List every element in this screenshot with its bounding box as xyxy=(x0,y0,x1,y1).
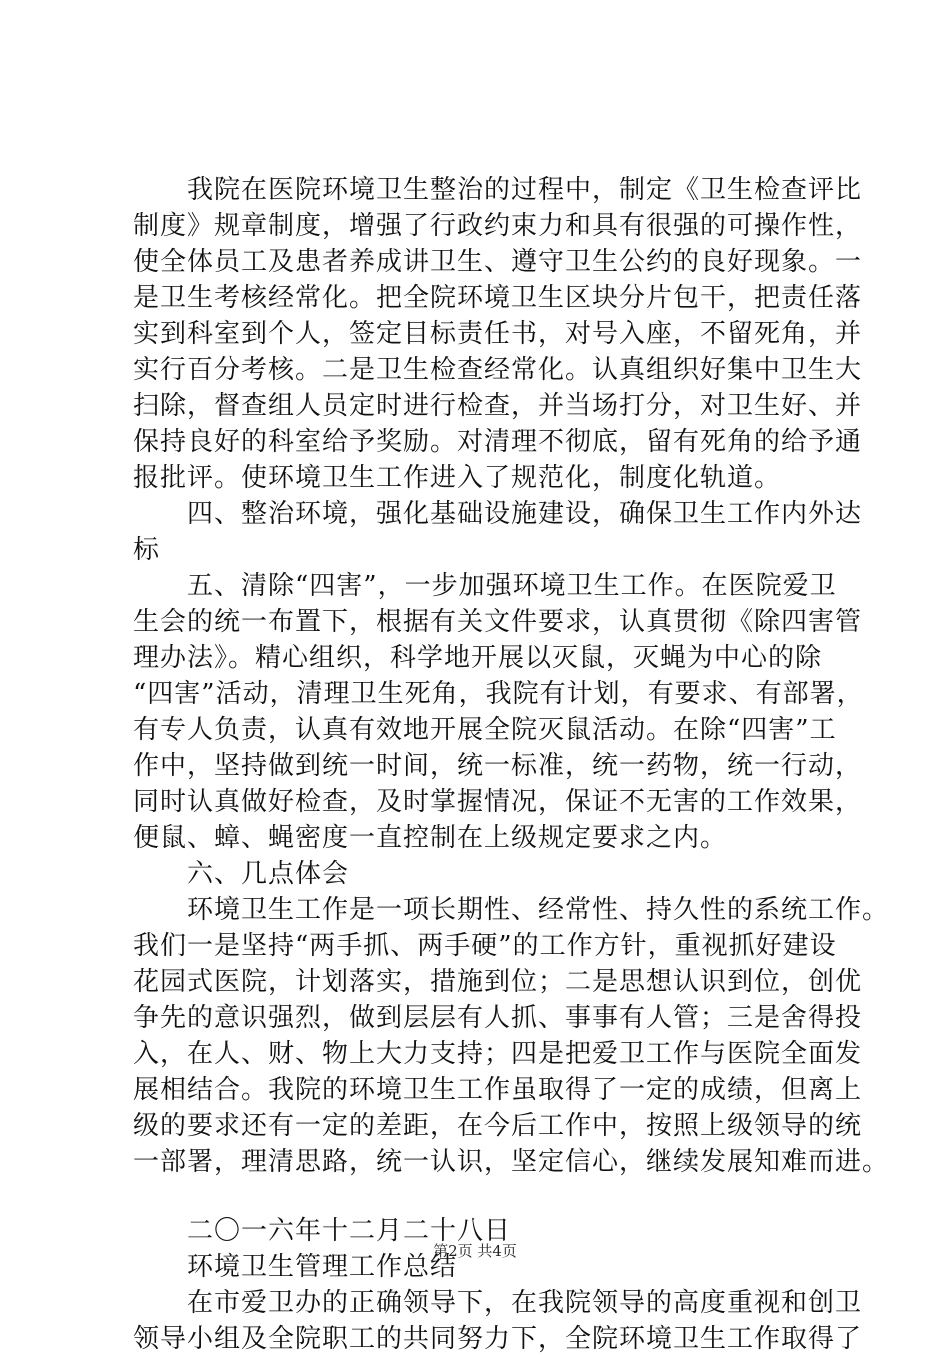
text-line: 使全体员工及患者养成讲卫生、遵守卫生公约的良好现象。一 xyxy=(133,247,863,277)
text-line: 作中，坚持做到统一时间，统一标准，统一药物，统一行动， xyxy=(133,751,863,781)
text-line: 理办法》。精心组织，科学地开展以灭鼠，灭蝇为中心的除 xyxy=(133,643,823,673)
section-heading: 六、几点体会 xyxy=(133,859,350,889)
text-line: 级的要求还有一定的差距，在今后工作中，按照上级领导的统 xyxy=(133,1111,863,1141)
text-line: 实行百分考核。二是卫生检查经常化。认真组织好集中卫生大 xyxy=(133,355,863,385)
document-body xyxy=(133,172,890,1357)
text-line: 便鼠、蟑、蝇密度一直控制在上级规定要求之内。 xyxy=(133,823,728,853)
text-line: 在市爱卫办的正确领导下，在我院领导的高度重视和创卫 xyxy=(133,1288,863,1318)
text-line: 是卫生考核经常化。把全院环境卫生区块分片包干，把责任落 xyxy=(133,283,863,313)
date-line: 二〇一六年十二月二十八日 xyxy=(133,1216,512,1246)
text-line: 我们一是坚持“两手抓、两手硬”的工作方针，重视抓好建设 xyxy=(133,931,837,961)
text-line: 有专人负责，认真有效地开展全院灭鼠活动。在除“四害”工 xyxy=(133,715,837,745)
text-line: 同时认真做好检查，及时掌握情况，保证不无害的工作效果， xyxy=(133,787,863,817)
page-number-footer: 第2页 共4页 xyxy=(433,1242,517,1260)
text-line: 五、清除“四害”，一步加强环境卫生工作。在医院爱卫 xyxy=(133,571,837,601)
text-line: 保持良好的科室给予奖励。对清理不彻底，留有死角的给予通 xyxy=(133,427,863,457)
text-line: 制度》规章制度，增强了行政约束力和具有很强的可操作性， xyxy=(133,211,863,241)
text-line: 扫除，督查组人员定时进行检查，并当场打分，对卫生好、并 xyxy=(133,391,863,421)
text-line: 报批评。使环境卫生工作进入了规范化，制度化轨道。 xyxy=(133,463,782,493)
text-line: 领导小组及全院职工的共同努力下，全院环境卫生工作取得了 xyxy=(133,1324,863,1354)
text-line: 争先的意识强烈，做到层层有人抓、事事有人管；三是舍得投 xyxy=(133,1003,863,1033)
section-heading-cont: 标 xyxy=(133,535,161,565)
text-line: “四害”活动，清理卫生死角，我院有计划，有要求、有部署， xyxy=(133,679,864,709)
text-line: 生会的统一布置下，根据有关文件要求，认真贯彻《除四害管 xyxy=(133,607,863,637)
text-line: 环境卫生工作是一项长期性、经常性、持久性的系统工作。 xyxy=(133,895,890,925)
text-line: 入，在人、财、物上大力支持；四是把爱卫工作与医院全面发 xyxy=(133,1039,863,1069)
section-heading: 四、整治环境，强化基础设施建设，确保卫生工作内外达 xyxy=(133,499,863,529)
text-line: 一部署，理清思路，统一认识，坚定信心，继续发展知难而进。 xyxy=(133,1147,890,1177)
document-title: 环境卫生管理工作总结 xyxy=(133,1252,458,1282)
text-line: 我院在医院环境卫生整治的过程中，制定《卫生检查评比 xyxy=(133,175,863,205)
text-line: 花园式医院，计划落实，措施到位；二是思想认识到位，创优 xyxy=(133,967,863,997)
text-line: 实到科室到个人，签定目标责任书，对号入座，不留死角，并 xyxy=(133,319,863,349)
text-line: 展相结合。我院的环境卫生工作虽取得了一定的成绩，但离上 xyxy=(133,1075,863,1105)
paragraph-gap xyxy=(133,1180,823,1213)
